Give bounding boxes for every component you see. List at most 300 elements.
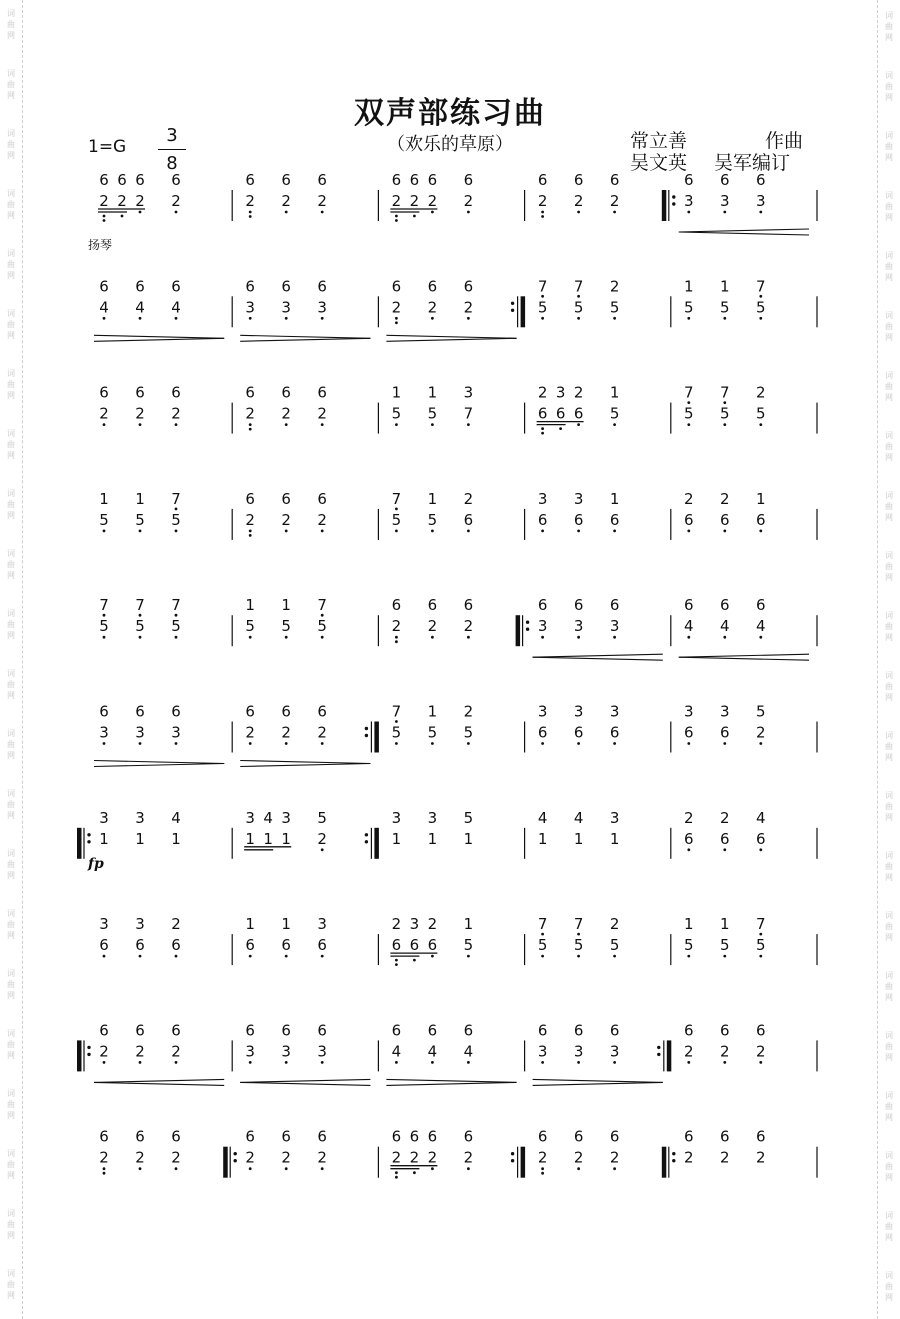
octave-low-dot <box>613 317 616 320</box>
octave-low-dot <box>723 848 726 851</box>
lower-note: 5 <box>427 510 438 529</box>
lower-note: 3 <box>609 1042 620 1061</box>
upper-note: 6 <box>463 596 474 615</box>
watermark-char: 词 <box>7 1029 15 1038</box>
lower-note: 6 <box>463 510 474 529</box>
watermark-char: 曲 <box>885 922 893 931</box>
octave-low-dot <box>577 211 580 214</box>
upper-note: 6 <box>720 1127 730 1146</box>
lower-note: 1 <box>99 829 109 848</box>
octave-low-dot <box>395 720 398 723</box>
lower-note: 3 <box>281 1042 291 1061</box>
lower-note: 5 <box>609 298 620 317</box>
lower-note: 3 <box>171 723 181 742</box>
repeat-start-thick-bar <box>77 1040 82 1071</box>
upper-note: 6 <box>171 702 181 721</box>
octave-low-dot <box>687 742 690 745</box>
watermark-char: 曲 <box>7 800 15 809</box>
diminuendo-line <box>386 1082 516 1085</box>
lower-note: 4 <box>391 1042 402 1061</box>
upper-note: 1 <box>281 596 291 615</box>
watermark-char: 词 <box>7 909 15 918</box>
octave-low-dot <box>395 530 398 533</box>
octave-low-dot <box>613 1061 616 1064</box>
diminuendo-line <box>240 764 370 767</box>
upper-note: 6 <box>573 1127 584 1146</box>
octave-low-dot <box>395 317 398 320</box>
arranger-names-2: 吴军 <box>714 152 753 174</box>
lower-note: 5 <box>609 404 620 423</box>
upper-note: 3 <box>99 915 109 934</box>
lower-note: 3 <box>684 192 694 210</box>
upper-note: 6 <box>720 596 730 615</box>
octave-low-dot <box>321 423 324 426</box>
octave-low-dot <box>541 1172 544 1175</box>
upper-note: 2 <box>427 915 438 934</box>
octave-low-dot <box>285 1061 288 1064</box>
octave-low-dot <box>413 959 416 962</box>
upper-note: 6 <box>427 277 438 296</box>
upper-note: 6 <box>317 383 327 402</box>
upper-note: 1 <box>245 596 255 615</box>
upper-note: 1 <box>135 489 145 508</box>
octave-low-dot <box>431 1061 434 1064</box>
octave-low-dot <box>759 933 762 936</box>
upper-note: 6 <box>463 277 474 296</box>
lower-note: 2 <box>409 192 420 210</box>
lower-note: 5 <box>463 936 474 955</box>
repeat-dot <box>87 840 90 843</box>
upper-note: 6 <box>281 171 291 189</box>
lower-note: 2 <box>391 617 402 636</box>
octave-low-dot <box>577 742 580 745</box>
watermark-char: 曲 <box>7 1040 15 1049</box>
watermark-char: 网 <box>885 1293 893 1302</box>
octave-low-dot <box>139 317 142 320</box>
lower-note: 6 <box>573 510 584 529</box>
upper-note: 6 <box>463 1127 474 1146</box>
octave-low-dot <box>321 1061 324 1064</box>
watermark-char: 词 <box>885 671 893 680</box>
lower-note: 2 <box>99 1148 109 1167</box>
watermark-char: 词 <box>7 429 15 438</box>
lower-note: 4 <box>427 1042 438 1061</box>
watermark-char: 曲 <box>7 380 15 389</box>
upper-note: 3 <box>281 808 291 827</box>
lower-note: 2 <box>684 1148 694 1167</box>
lower-note: 1 <box>573 829 584 848</box>
watermark-char: 网 <box>885 1113 893 1122</box>
diminuendo-line <box>240 338 370 341</box>
lower-note: 5 <box>720 936 730 955</box>
octave-low-dot <box>723 955 726 958</box>
diminuendo-line <box>533 1079 663 1082</box>
lower-note: 2 <box>537 192 548 210</box>
octave-low-dot <box>759 742 762 745</box>
octave-low-dot <box>175 423 178 426</box>
watermark-char: 网 <box>885 933 893 942</box>
octave-low-dot <box>175 1061 178 1064</box>
diminuendo-line <box>386 1079 516 1082</box>
watermark-char: 网 <box>885 393 893 402</box>
lower-note: 3 <box>573 1042 584 1061</box>
octave-low-dot <box>467 423 470 426</box>
watermark-char: 网 <box>7 211 15 220</box>
octave-low-dot <box>285 636 288 639</box>
repeat-dot <box>511 1159 514 1162</box>
lower-note: 6 <box>720 510 730 529</box>
octave-low-dot <box>321 211 324 214</box>
lower-note: 6 <box>537 404 548 423</box>
lower-note: 3 <box>317 1042 327 1061</box>
lower-note: 2 <box>117 192 127 210</box>
upper-note: 2 <box>684 808 694 827</box>
octave-low-dot <box>541 317 544 320</box>
repeat-dot <box>657 1046 660 1049</box>
watermark-char: 曲 <box>885 802 893 811</box>
watermark-char: 词 <box>885 551 893 560</box>
upper-note: 6 <box>391 277 402 296</box>
octave-low-dot <box>249 215 252 218</box>
upper-note: 7 <box>756 277 766 296</box>
upper-note: 1 <box>609 489 620 508</box>
watermark-char: 网 <box>885 693 893 702</box>
octave-low-dot <box>687 848 690 851</box>
octave-low-dot <box>431 636 434 639</box>
watermark-char: 曲 <box>7 1220 15 1229</box>
watermark-char: 曲 <box>885 682 893 691</box>
octave-low-dot <box>103 742 106 745</box>
lower-note: 5 <box>684 936 694 955</box>
upper-note: 6 <box>99 277 109 296</box>
watermark-char: 曲 <box>7 440 15 449</box>
watermark-char: 网 <box>7 331 15 340</box>
lower-note: 4 <box>756 617 766 636</box>
lower-note: 1 <box>537 829 548 848</box>
watermark-char: 词 <box>7 969 15 978</box>
octave-low-dot <box>285 955 288 958</box>
octave-low-dot <box>723 530 726 533</box>
watermark-char: 词 <box>885 371 893 380</box>
watermark-char: 网 <box>7 931 15 940</box>
upper-note: 6 <box>317 171 327 189</box>
upper-note: 6 <box>281 489 291 508</box>
lower-note: 2 <box>135 1042 145 1061</box>
octave-low-dot <box>541 211 544 214</box>
lower-note: 6 <box>171 936 181 955</box>
repeat-dot <box>511 1152 514 1155</box>
watermark-char: 网 <box>7 91 15 100</box>
repeat-dot <box>672 195 675 198</box>
upper-note: 6 <box>171 383 181 402</box>
lower-note: 2 <box>756 723 766 742</box>
upper-note: 6 <box>281 1127 291 1146</box>
lower-note: 2 <box>317 723 327 742</box>
upper-note: 2 <box>756 383 766 402</box>
upper-note: 6 <box>245 1021 255 1040</box>
upper-note: 7 <box>135 596 145 615</box>
upper-note: 6 <box>427 171 438 189</box>
octave-low-dot <box>175 614 178 617</box>
watermark-char: 曲 <box>885 502 893 511</box>
upper-note: 7 <box>537 277 548 296</box>
lower-note: 6 <box>720 723 730 742</box>
upper-note: 3 <box>317 915 327 934</box>
octave-low-dot <box>285 1167 288 1170</box>
lower-note: 5 <box>391 723 402 742</box>
lower-note: 2 <box>281 192 291 210</box>
watermark-char: 词 <box>885 71 893 80</box>
lower-note: 6 <box>555 404 566 423</box>
lower-note: 5 <box>281 617 291 636</box>
octave-low-dot <box>613 530 616 533</box>
octave-low-dot <box>577 955 580 958</box>
diminuendo-line <box>386 335 516 338</box>
watermark-char: 曲 <box>7 920 15 929</box>
lower-note: 2 <box>609 192 620 210</box>
upper-note: 7 <box>537 915 548 934</box>
octave-low-dot <box>431 423 434 426</box>
lower-note: 2 <box>99 404 109 423</box>
watermark-char: 词 <box>7 1089 15 1098</box>
octave-low-dot <box>103 636 106 639</box>
octave-low-dot <box>467 955 470 958</box>
watermark-char: 网 <box>7 391 15 400</box>
watermark-char: 曲 <box>885 622 893 631</box>
upper-note: 3 <box>135 808 145 827</box>
watermark-char: 词 <box>7 609 15 618</box>
watermark-char: 曲 <box>885 382 893 391</box>
watermark-char: 网 <box>7 271 15 280</box>
lower-note: 3 <box>756 192 766 210</box>
watermark-char: 网 <box>885 453 893 462</box>
lower-note: 1 <box>135 829 145 848</box>
octave-low-dot <box>139 1061 142 1064</box>
lower-note: 5 <box>756 936 766 955</box>
upper-note: 3 <box>427 808 438 827</box>
lower-note: 2 <box>245 1148 255 1167</box>
octave-low-dot <box>285 317 288 320</box>
upper-note: 6 <box>99 1021 109 1040</box>
diminuendo-line <box>533 1082 663 1085</box>
watermark-char: 曲 <box>885 322 893 331</box>
diminuendo-line <box>386 338 516 341</box>
upper-note: 2 <box>171 915 181 934</box>
upper-note: 2 <box>720 808 730 827</box>
octave-low-dot <box>103 1167 106 1170</box>
watermark-char: 网 <box>885 993 893 1002</box>
upper-note: 6 <box>135 277 145 296</box>
upper-note: 7 <box>171 596 181 615</box>
lower-note: 6 <box>573 723 584 742</box>
octave-low-dot <box>249 636 252 639</box>
octave-low-dot <box>759 317 762 320</box>
upper-note: 4 <box>171 808 181 827</box>
upper-note: 1 <box>99 489 109 508</box>
watermark-char: 曲 <box>7 860 15 869</box>
lower-note: 2 <box>427 1148 438 1167</box>
upper-note: 1 <box>463 915 474 934</box>
watermark-char: 网 <box>885 1053 893 1062</box>
upper-note: 1 <box>245 915 255 934</box>
upper-note: 6 <box>171 277 181 296</box>
watermark-char: 网 <box>885 513 893 522</box>
octave-low-dot <box>413 1171 416 1174</box>
watermark-char: 词 <box>885 731 893 740</box>
lower-note: 2 <box>684 1042 694 1061</box>
lower-note: 2 <box>281 510 291 529</box>
octave-low-dot <box>759 848 762 851</box>
upper-note: 7 <box>171 489 181 508</box>
upper-note: 6 <box>537 171 548 189</box>
watermark-char: 网 <box>885 33 893 42</box>
lower-note: 2 <box>463 617 474 636</box>
watermark-char: 词 <box>7 549 15 558</box>
upper-note: 6 <box>99 702 109 721</box>
arranger-role: 编订 <box>752 152 791 174</box>
repeat-start-thick-bar <box>516 615 521 646</box>
octave-low-dot <box>395 959 398 962</box>
octave-low-dot <box>723 423 726 426</box>
watermark-char: 曲 <box>7 260 15 269</box>
upper-note: 6 <box>609 1021 620 1040</box>
upper-note: 6 <box>537 1021 548 1040</box>
repeat-dot <box>87 833 90 836</box>
upper-note: 2 <box>609 915 620 934</box>
upper-note: 1 <box>427 489 438 508</box>
octave-low-dot <box>103 1061 106 1064</box>
upper-note: 6 <box>171 171 181 189</box>
lower-note: 2 <box>99 1042 109 1061</box>
octave-low-dot <box>541 1167 544 1170</box>
upper-note: 6 <box>684 1021 694 1040</box>
crescendo-line <box>533 657 663 660</box>
upper-note: 5 <box>317 808 327 827</box>
crescendo-line <box>679 229 809 232</box>
upper-note: 6 <box>720 171 730 189</box>
repeat-dot <box>511 309 514 312</box>
octave-low-dot <box>249 530 252 533</box>
octave-low-dot <box>541 1061 544 1064</box>
lower-note: 6 <box>609 723 620 742</box>
diminuendo-line <box>94 335 224 338</box>
watermark-char: 词 <box>885 1031 893 1040</box>
octave-low-dot <box>321 530 324 533</box>
octave-low-dot <box>139 636 142 639</box>
upper-note: 1 <box>684 277 694 296</box>
diminuendo-line <box>240 761 370 764</box>
watermark-char: 曲 <box>885 562 893 571</box>
upper-note: 7 <box>573 915 584 934</box>
octave-low-dot <box>395 1061 398 1064</box>
crescendo-line <box>679 657 809 660</box>
octave-low-dot <box>395 640 398 643</box>
octave-low-dot <box>467 317 470 320</box>
lower-note: 2 <box>245 723 255 742</box>
upper-note: 3 <box>684 702 694 721</box>
octave-low-dot <box>467 530 470 533</box>
octave-low-dot <box>139 1167 142 1170</box>
upper-note: 6 <box>609 1127 620 1146</box>
octave-low-dot <box>285 742 288 745</box>
lower-note: 1 <box>281 829 291 848</box>
octave-low-dot <box>759 955 762 958</box>
octave-low-dot <box>723 1061 726 1064</box>
watermark-char: 曲 <box>7 680 15 689</box>
lower-note: 2 <box>391 298 402 317</box>
octave-low-dot <box>759 530 762 533</box>
octave-low-dot <box>467 1061 470 1064</box>
octave-low-dot <box>467 211 470 214</box>
lower-note: 2 <box>135 192 145 210</box>
octave-low-dot <box>577 530 580 533</box>
upper-note: 6 <box>427 596 438 615</box>
upper-note: 6 <box>684 1127 694 1146</box>
diminuendo-line <box>240 335 370 338</box>
lower-note: 6 <box>245 936 255 955</box>
lower-note: 4 <box>135 298 145 317</box>
lower-note: 5 <box>171 510 181 529</box>
upper-note: 7 <box>684 383 694 402</box>
watermark-char: 词 <box>7 489 15 498</box>
watermark-char: 曲 <box>7 1280 15 1289</box>
watermark-char: 曲 <box>885 1162 893 1171</box>
watermark-char: 词 <box>885 251 893 260</box>
watermark-char: 词 <box>885 611 893 620</box>
upper-note: 3 <box>573 702 584 721</box>
octave-low-dot <box>103 423 106 426</box>
upper-note: 2 <box>463 489 474 508</box>
lower-note: 4 <box>463 1042 474 1061</box>
lower-note: 2 <box>573 192 584 210</box>
repeat-dot <box>526 621 529 624</box>
octave-low-dot <box>249 742 252 745</box>
upper-note: 6 <box>245 702 255 721</box>
upper-note: 6 <box>537 596 548 615</box>
upper-note: 6 <box>317 277 327 296</box>
watermark-char: 网 <box>885 753 893 762</box>
octave-low-dot <box>577 295 580 298</box>
lower-note: 4 <box>99 298 109 317</box>
upper-note: 6 <box>756 596 766 615</box>
watermark-char: 网 <box>7 571 15 580</box>
upper-note: 6 <box>409 1127 420 1146</box>
upper-note: 7 <box>573 277 584 296</box>
lower-note: 2 <box>427 298 438 317</box>
octave-low-dot <box>249 955 252 958</box>
lower-note: 7 <box>463 404 474 423</box>
lower-note: 4 <box>720 617 730 636</box>
lower-note: 5 <box>720 404 730 423</box>
upper-note: 6 <box>463 171 474 189</box>
octave-low-dot <box>395 508 398 511</box>
octave-low-dot <box>249 423 252 426</box>
octave-low-dot <box>613 636 616 639</box>
octave-low-dot <box>431 955 434 958</box>
upper-note: 6 <box>99 171 109 189</box>
upper-note: 6 <box>756 1127 766 1146</box>
watermark-char: 曲 <box>885 742 893 751</box>
lower-note: 1 <box>609 829 620 848</box>
time-numerator: 3 <box>166 125 178 146</box>
upper-note: 3 <box>245 808 255 827</box>
lower-note: 2 <box>409 1148 420 1167</box>
upper-note: 1 <box>756 489 766 508</box>
upper-note: 5 <box>756 702 766 721</box>
watermark-char: 网 <box>885 213 893 222</box>
octave-low-dot <box>467 742 470 745</box>
lower-note: 2 <box>245 510 255 529</box>
